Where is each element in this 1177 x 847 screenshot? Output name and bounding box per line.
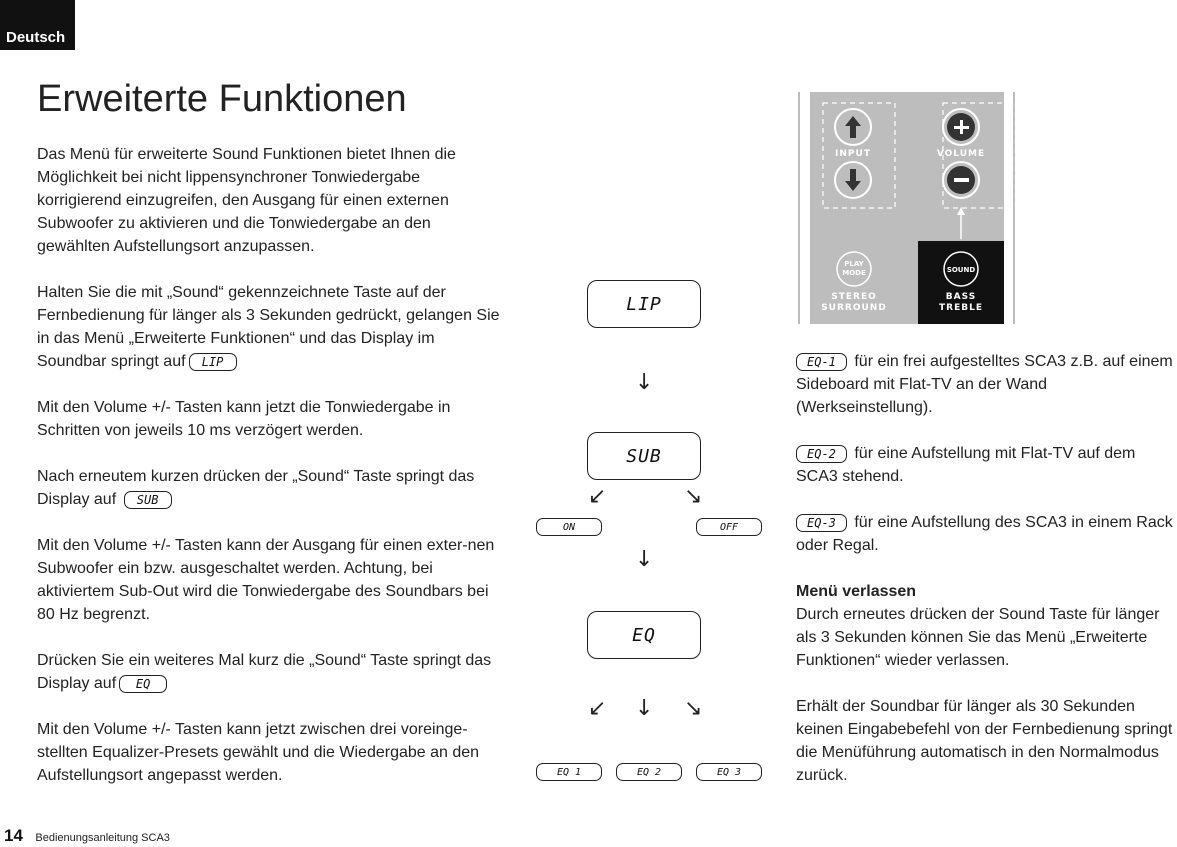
subwoofer-paragraph: Mit den Volume +/- Tasten kann der Ausgang für einen exter-nen Subwoofer ein bzw. ausgeschaltet werden. Achtung, bei aktiviertem Sub-Out wird die Tonwiedergabe des Soundbars bei 80 Hz begrenzt. [37, 537, 495, 623]
off-display: OFF [696, 518, 762, 536]
lip-paragraph [37, 281, 502, 373]
eq2-display: EQ 2 [616, 763, 682, 781]
treble-label: TREBLE [939, 303, 983, 313]
exit-menu-text: Durch erneutes drücken der Sound Taste für länger als 3 Sekunden können Sie das Menü „Erweiterte Funktionen“ wieder verlassen. [796, 606, 1160, 669]
sub-paragraph [37, 465, 502, 511]
arrow-down-3: ↓ [635, 696, 654, 721]
surround-label: SURROUND [821, 303, 887, 313]
sound-label: SOUND [946, 266, 976, 274]
eq2-text: für eine Aufstellung mit Flat-TV auf dem SCA3 stehend. [796, 445, 1136, 485]
manual-title: Bedienungsanleitung SCA3 [35, 832, 170, 844]
eq-paragraph-text: Drücken Sie ein weiteres Mal kurz die „Sound“ Taste springt das Display auf [37, 652, 492, 692]
exit-menu-heading: Menü verlassen [796, 583, 917, 600]
mode-label: MODE [842, 269, 866, 277]
play-label: PLAY [844, 260, 864, 268]
on-display: ON [536, 518, 602, 536]
intro-paragraph: Das Menü für erweiterte Sound Funktionen bietet Ihnen die Möglichkeit bei nicht lippensynchroner Tonwiedergabe korrigierend einzugreifen, den Ausgang für einen externen Subwoofer zu aktivieren und die Tonwiedergabe an den gewählten Aufstellungsort anzupassen. [37, 146, 456, 255]
remote-illustration [798, 92, 1015, 324]
input-label: INPUT [835, 149, 871, 159]
volume-down-button [943, 162, 979, 198]
sub-display: SUB [587, 432, 701, 480]
eq1-text: für ein frei aufgestelltes SCA3 z.B. auf einem Sideboard mit Flat-TV an der Wand (Werkseinstellung). [796, 353, 1173, 416]
left-column [37, 143, 502, 810]
lip-display: LIP [587, 280, 701, 328]
eq3-description [796, 511, 1177, 557]
language-label: Deutsch [6, 29, 66, 46]
arrow-down-1: ↓ [635, 370, 654, 395]
sub-paragraph-text: Nach erneutem kurzen drücken der „Sound“ Taste springt das Display auf [37, 468, 475, 508]
stereo-label: STEREO [831, 292, 877, 302]
lip-display-inline: LIP [189, 353, 237, 371]
eq3-display: EQ 3 [696, 763, 762, 781]
eq1-display: EQ 1 [536, 763, 602, 781]
arrow-down-left-2: ↙ [588, 696, 607, 721]
arrow-down-right-2: ↘ [684, 696, 703, 721]
language-tab [0, 0, 75, 50]
footer [4, 826, 170, 846]
eq2-display-inline: EQ-2 [796, 445, 847, 463]
arrow-down-left-1: ↙ [588, 484, 607, 509]
volume-up-button [943, 109, 979, 145]
eq3-text: für eine Aufstellung des SCA3 in einem Rack oder Regal. [796, 514, 1173, 554]
right-column [796, 350, 1177, 810]
page-number: 14 [4, 826, 23, 845]
delay-paragraph: Mit den Volume +/- Tasten kann jetzt die Tonwiedergabe in Schritten von jeweils 10 ms verzögert werden. [37, 399, 451, 439]
volume-label: VOLUME [936, 149, 986, 159]
equalizer-paragraph: Mit den Volume +/- Tasten kann jetzt zwischen drei voreinge-stellten Equalizer-Presets gewählt und die Wiedergabe an den Aufstellungsort angepasst werden. [37, 721, 480, 784]
bass-label: BASS [945, 292, 977, 302]
eq-paragraph [37, 649, 502, 695]
eq-display-inline: EQ [119, 675, 167, 693]
page-title: Erweiterte Funktionen [37, 78, 407, 120]
eq1-description [796, 350, 1177, 419]
arrow-down-2: ↓ [635, 547, 654, 572]
timeout-text: Erhält der Soundbar für länger als 30 Sekunden keinen Eingabebefehl von der Fernbedienung springt die Menüführung automatisch in den Normalmodus zurück. [796, 698, 1173, 784]
sub-display-inline: SUB [124, 491, 172, 509]
eq2-description [796, 442, 1177, 488]
arrow-down-right-1: ↘ [684, 484, 703, 509]
eq1-display-inline: EQ-1 [796, 353, 847, 371]
eq-display: EQ [587, 611, 701, 659]
lip-paragraph-text: Halten Sie die mit „Sound“ gekennzeichnete Taste auf der Fernbedienung für länger als 3 Sekunden gedrückt, gelangen Sie in das Menü „Erweiterte Funktionen“ und das Display im Soundbar springt auf [37, 284, 500, 370]
eq3-display-inline: EQ-3 [796, 514, 847, 532]
remote-svg [798, 92, 1015, 324]
